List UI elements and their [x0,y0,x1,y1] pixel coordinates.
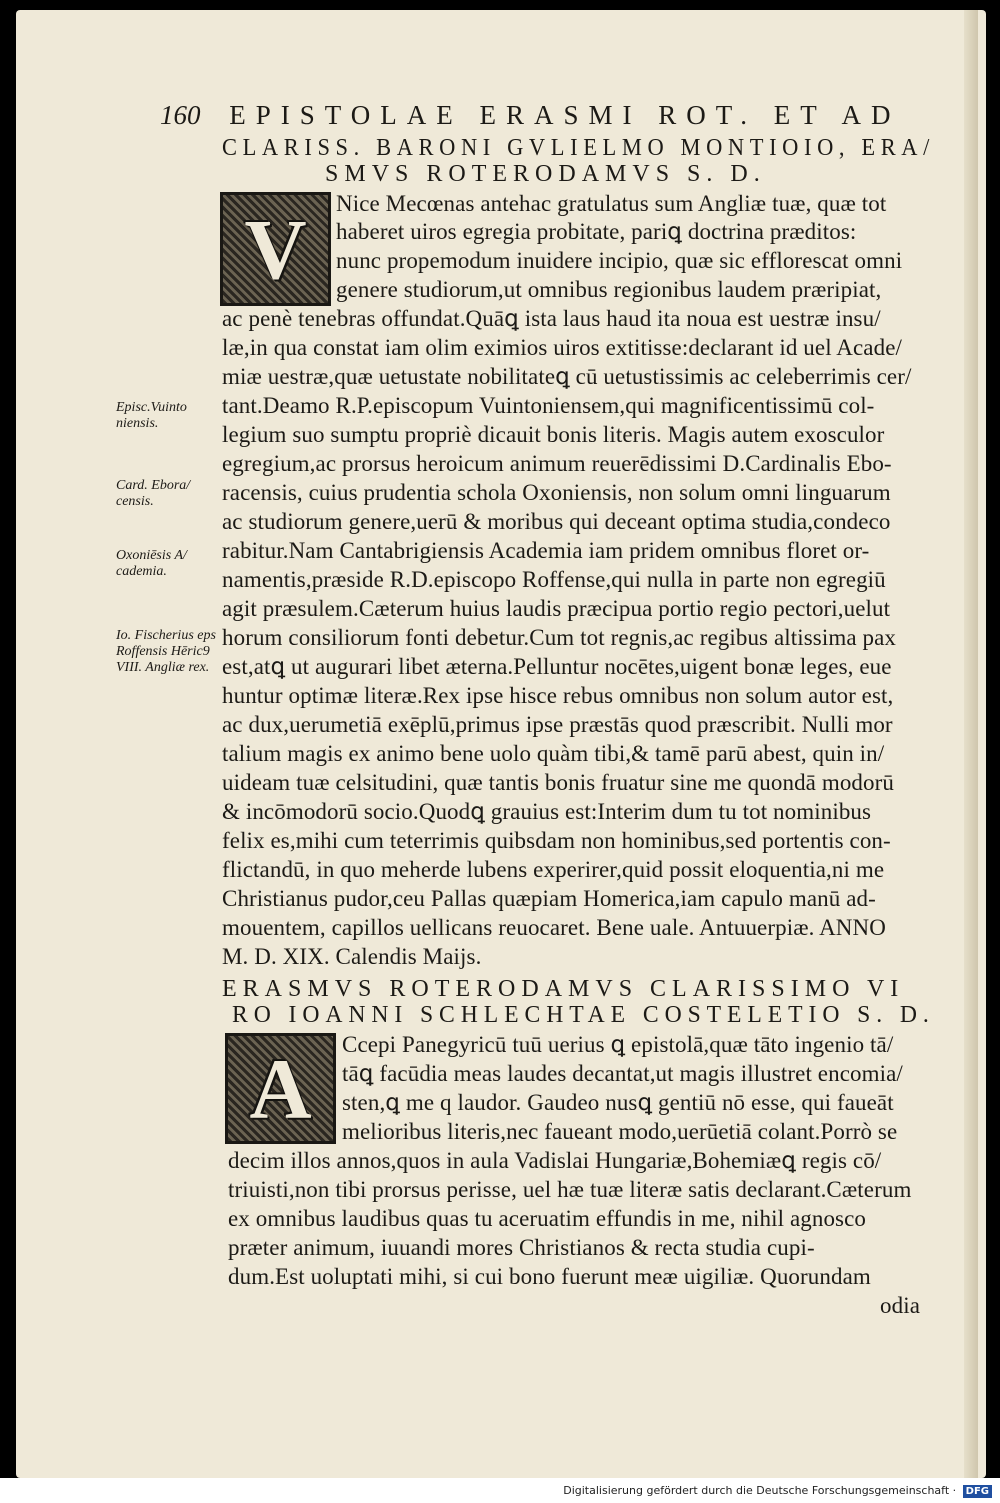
letter2-line: melioribus literis,nec faueant modo,uerūetiā colant.Porrò se [342,1119,898,1144]
letter1-line: tant.Deamo R.P.episcopum Vuintoniensem,qui magnificentissimū col- [222,393,875,418]
funding-text: Digitalisierung gefördert durch die Deutsche Forschungsgemeinschaft · [563,1484,957,1497]
margin-note: Episc.Vuinto niensis. [116,400,187,431]
running-head [160,100,920,131]
letter1-line: felix es,mihi cum teterrimis quibsdam non hominibus,sed portentis con- [222,828,891,853]
page-number: 160 [160,100,201,130]
letter1-line: flictandū, in quo meherde lubens experirer,quid possit eloquentia,ni me [222,857,885,882]
letter2-line: Ccepi Panegyricū tuū uerius ꝗ epistolā,quæ tāto ingenio tā/ [342,1032,894,1057]
margin-note: Io. Fischerius eps Roffensis Hēric9 VIII. Angliæ rex. [116,628,216,675]
dfg-logo[interactable]: DFG [963,1485,992,1498]
letter1-line: legium suo sumptu propriè dicauit bonis literis. Magis autem exosculor [222,422,885,447]
letter2-heading-line: ERASMVS ROTERODAMVS CLARISSIMO VI [222,976,905,1002]
letter1-line: læ,in qua constat iam olim eximios uiros extitisse:declarant id uel Acade/ [222,335,903,360]
letter2-line: præter animum, iuuandi mores Christianos & recta studia cupi- [228,1235,815,1260]
letter2-heading-line: RO IOANNI SCHLECHTAE COSTELETIO S. D. [232,1002,935,1028]
letter2-line: triuisti,non tibi prorsus perisse, uel hæ tuæ literæ satis declarant.Cæterum [228,1177,912,1202]
letter1-heading-line: CLARISS. BARONI GVLIELMO MONTIOIO, ERA/ [222,135,935,161]
letter1-line: horum consiliorum fonti debetur.Cum tot regnis,ac regibus altissima pax [222,625,896,650]
letter1-line: haberet uiros egregia probitate, pariꝗ doctrina præditos: [336,219,857,244]
running-title: EPISTOLAE ERASMI ROT. ET AD [229,100,901,130]
letter1-heading-line: SMVS ROTERODAMVS S. D. [325,161,766,187]
letter2-line: dum.Est uoluptati mihi, si cui bono fuerunt meæ uigiliæ. Quorundam [228,1264,871,1289]
letter1-line: genere studiorum,ut omnibus regionibus laudem præripiat, [336,277,882,302]
letter1-line: ac penè tenebras offundat.Quāꝗ ista laus haud ita noua est uestræ insu/ [222,306,881,331]
letter2-line: sten,ꝗ me q laudor. Gaudeo nusꝗ gentiū nō esse, qui faueāt [342,1090,894,1115]
catchword: odia [880,1293,920,1318]
letter2-line: ex omnibus laudibus quas tu aceruatim effundis in me, nihil agnosco [228,1206,867,1231]
letter1-line: huntur optimæ literæ.Rex ipse hisce rebus omnibus non solum autor est, [222,683,894,708]
letter2-line: tāꝗ facūdia meas laudes decantat,ut magis illustret encomia/ [342,1061,903,1086]
letter1-line: mouentem, capillos uellicans reuocaret. Bene uale. Antuuerpiæ. ANNO [222,915,886,940]
letter1-line: talium magis ex animo bene uolo quàm tibi,& tamē parū abest, quin in/ [222,741,885,766]
letter1-line: & incōmodorū socio.Quodꝗ grauius est:Interim dum tu tot nominibus [222,799,872,824]
letter1-line: miæ uestræ,quæ uetustate nobilitateꝗ cū uetustissimis ac celeberrimis cer/ [222,364,912,389]
letter1-line: Christianus pudor,ceu Pallas quæpiam Homerica,iam capulo manū ad- [222,886,876,911]
letter1-line: uideam tuæ celsitudini, quæ tantis bonis fruatur sine me quondā modorū [222,770,894,795]
margin-note: Oxoniēsis A/ cademia. [116,548,187,579]
decorated-initial-a: A [225,1033,336,1144]
letter1-line: ac dux,uerumetiā exēplū,primus ipse præstās quod præscribit. Nulli mor [222,712,893,737]
letter1-line: egregium,ac prorsus heroicum animum reuerēdissimi D.Cardinalis Ebo- [222,451,892,476]
letter1-line: ac studiorum genere,uerū & moribus qui deceant optima studia,condeco [222,509,891,534]
letter1-line: est,atꝗ ut augurari libet æterna.Pelluntur nocētes,uigent bonæ leges, eue [222,654,892,679]
margin-note: Card. Ebora/ censis. [116,478,191,509]
letter1-line: namentis,præside R.D.episcopo Roffense,qui nulla in parte non egregiū [222,567,886,592]
letter1-line: Nice Mecœnas antehac gratulatus sum Angliæ tuæ, quæ tot [336,191,887,216]
footer-bar [0,1478,1000,1503]
letter1-line: agit præsulem.Cæterum huius laudis præcipua portio regio pectori,uelut [222,596,891,621]
letter1-line: M. D. XIX. Calendis Maijs. [222,944,482,969]
decorated-initial-v: V [220,192,331,306]
page-edge [964,10,978,1478]
letter2-line: decim illos annos,quos in aula Vadislai Hungariæ,Bohemiæꝗ regis cō/ [228,1148,882,1173]
letter1-line: racensis, cuius prudentia schola Oxoniensis, non solum omni linguarum [222,480,891,505]
funding-notice [563,1484,992,1498]
letter1-line: nunc propemodum inuidere incipio, quæ sic efflorescat omni [336,248,903,273]
letter1-line: rabitur.Nam Cantabrigiensis Academia iam pridem omnibus floret or- [222,538,870,563]
